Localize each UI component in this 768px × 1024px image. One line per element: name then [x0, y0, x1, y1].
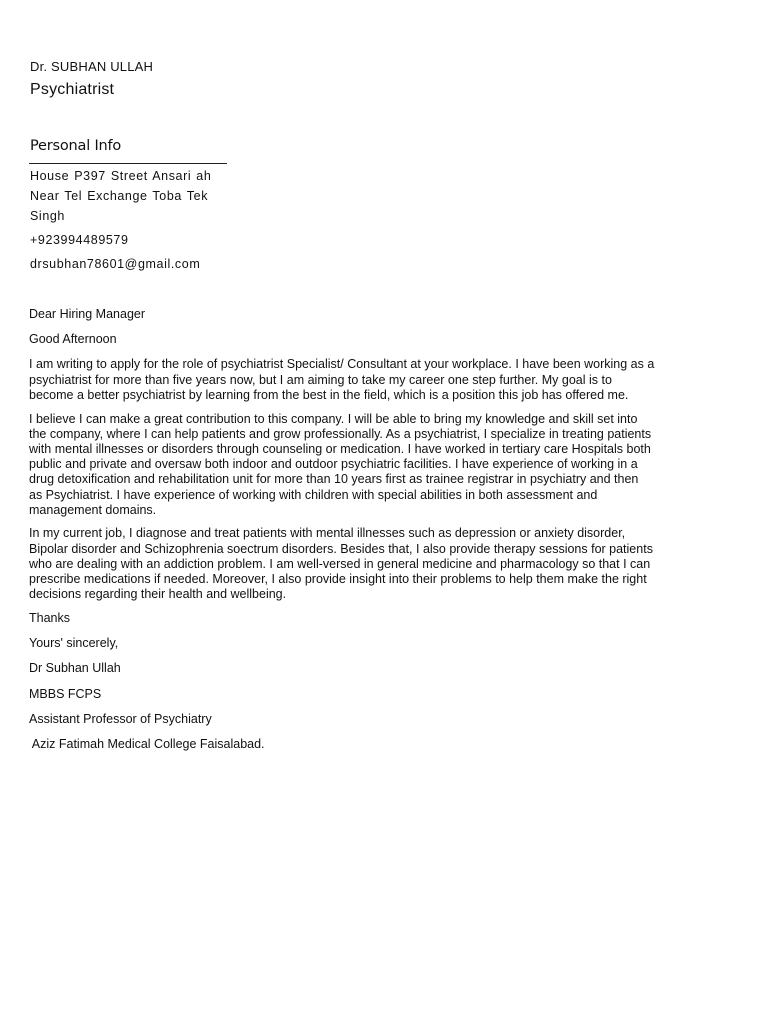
address: House P397 Street Ansari ah Near Tel Exchange Toba Tek Singh [30, 169, 212, 223]
letter-body [29, 307, 655, 762]
personal-info-heading: Personal Info [30, 138, 122, 154]
institution: Aziz Fatimah Medical College Faisalabad. [29, 736, 265, 751]
paragraph-contribution: I believe I can make a great contribution to this company. I will be able to bring my knowledge and skill set into the company, where I can help patients and grow professionally. As a psychiatrist, I specialize in treating patients with mental illnesses or disorders through counseling or medication. I have worked in tertiary care Hospitals both public and private and oversaw both indoor and outdoor psychiatric facilities. I have experience of working in a drug detoxification and rehabilitation unit for more than 10 years first as trainee registrar in psychiatry and then as Psychiatrist. I have experience of working with children with special abilities in both assessment and management domains. [29, 411, 652, 517]
email-address: drsubhan78601@gmail.com [30, 257, 201, 271]
author-title: Psychiatrist [30, 81, 115, 98]
author-name: Dr. SUBHAN ULLAH [30, 59, 154, 74]
greeting: Good Afternoon [29, 332, 117, 347]
closing: Yours' sincerely, [29, 636, 119, 651]
paragraph-current-job: In my current job, I diagnose and treat patients with mental illnesses such as depression or anxiety disorder, Bipolar disorder and Schizophrenia soectrum disorders. Besides that, I also provide therapy sessions for patients who are dealing with an addiction problem. I am well-versed in general medicine and pharmacology so that I can prescribe medications if needed. Moreover, I also provide insight into their problems to help them make the right decisions regarding their health and wellbeing. [29, 526, 653, 602]
section-divider [29, 163, 227, 164]
qualifications: MBBS FCPS [29, 686, 102, 701]
signature-name: Dr Subhan Ullah [29, 661, 121, 676]
paragraph-intro: I am writing to apply for the role of psychiatrist Specialist/ Consultant at your workplace. I have been working as a psychiatrist for more than five years now, but I am aiming to take my career one step further. My goal is to become a better psychiatrist by learning from the best in the field, which is a position this job has offered me. [29, 357, 655, 402]
phone-number: +923994489579 [30, 233, 129, 247]
thanks: Thanks [29, 610, 70, 625]
position: Assistant Professor of Psychiatry [29, 711, 212, 726]
salutation: Dear Hiring Manager [29, 307, 146, 321]
